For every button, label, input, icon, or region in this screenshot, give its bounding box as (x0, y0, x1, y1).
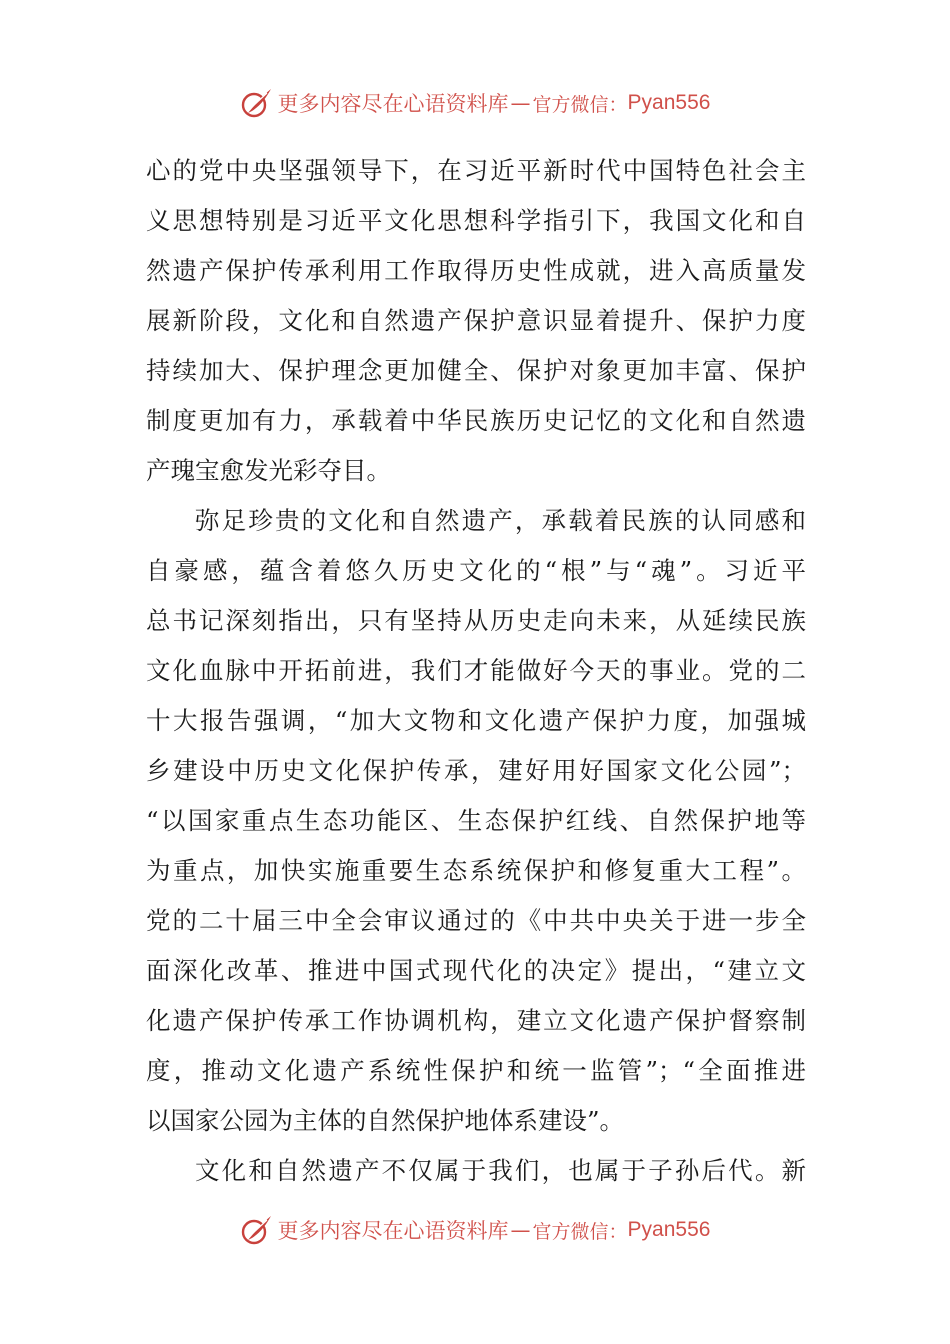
paragraph-1 (146, 146, 806, 496)
text-line: “以国家重点生态功能区、生态保护红线、自然保护地等 (146, 806, 806, 835)
text-line: 面深化改革、推进中国式现代化的决定》提出，“建立文 (146, 956, 806, 985)
banner-wechat-id: Pyan556 (627, 1218, 711, 1241)
banner-separator: — (510, 1218, 531, 1242)
text-line: 文化血脉中开拓前进，我们才能做好今天的事业。党的二 (146, 656, 806, 685)
quill-logo-icon (240, 1213, 274, 1247)
banner-text: 更多内容尽在心语资料库 (277, 1219, 509, 1243)
footer-banner (0, 1210, 950, 1250)
text-line: 十大报告强调，“加大文物和文化遗产保护力度，加强城 (146, 706, 806, 735)
banner-wechat-label: 官方微信： (532, 1220, 628, 1243)
text-line: 自豪感，蕴含着悠久历史文化的“根”与“魂”。习近平 (146, 556, 806, 585)
banner-wechat-label: 官方微信： (532, 93, 628, 116)
text-line: 乡建设中历史文化保护传承，建好用好国家文化公园”； (146, 756, 806, 785)
banner-text: 更多内容尽在心语资料库 (277, 92, 509, 116)
text-line: 文化和自然遗产不仅属于我们，也属于子孙后代。新 (195, 1156, 806, 1185)
header-banner (0, 83, 950, 123)
text-line: 度，推动文化遗产系统性保护和统一监管”；“全面推进 (146, 1056, 806, 1085)
text-line: 总书记深刻指出，只有坚持从历史走向未来，从延续民族 (146, 606, 806, 635)
paragraph-2 (146, 496, 806, 1146)
text-line: 义思想特别是习近平文化思想科学指引下，我国文化和自 (146, 206, 806, 235)
document-body (146, 146, 806, 1196)
text-line: 心的党中央坚强领导下，在习近平新时代中国特色社会主 (146, 156, 806, 185)
text-line: 然遗产保护传承利用工作取得历史性成就，进入高质量发 (146, 256, 806, 285)
text-line: 化遗产保护传承工作协调机构，建立文化遗产保护督察制 (146, 1006, 806, 1035)
quill-logo-icon (240, 86, 274, 120)
text-line: 产瑰宝愈发光彩夺目。 (146, 456, 391, 485)
text-line: 制度更加有力，承载着中华民族历史记忆的文化和自然遗 (146, 406, 806, 435)
text-line: 持续加大、保护理念更加健全、保护对象更加丰富、保护 (146, 356, 806, 385)
text-line: 党的二十届三中全会审议通过的《中共中央关于进一步全 (146, 906, 806, 935)
text-line: 展新阶段，文化和自然遗产保护意识显着提升、保护力度 (146, 306, 806, 335)
text-line: 弥足珍贵的文化和自然遗产，承载着民族的认同感和 (195, 506, 806, 535)
text-line: 为重点，加快实施重要生态系统保护和修复重大工程”。 (146, 856, 806, 885)
paragraph-3 (146, 1146, 806, 1196)
text-line: 以国家公园为主体的自然保护地体系建设”。 (146, 1106, 625, 1135)
banner-wechat-id: Pyan556 (627, 91, 711, 114)
banner-separator: — (510, 91, 531, 115)
